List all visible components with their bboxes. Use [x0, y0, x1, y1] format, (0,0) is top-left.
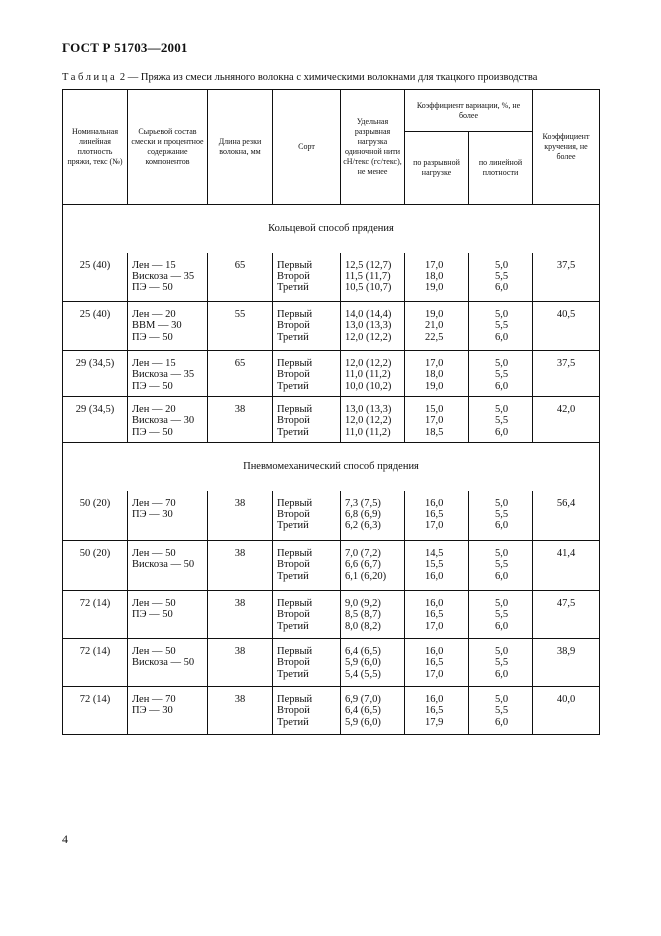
cell-cut-length — [208, 491, 273, 541]
cell-grade — [273, 351, 341, 397]
cell-twist — [533, 639, 600, 687]
cell-cut-length — [208, 541, 273, 591]
cell-grade-line: Третий — [277, 620, 309, 632]
cell-breaking-load — [341, 687, 405, 735]
cell-breaking-load — [341, 397, 405, 443]
cell-breaking-load-line: 7,3 (7,5) — [345, 497, 381, 509]
cell-cv-density-line: 5,5 — [495, 657, 509, 669]
cell-grade-line: Третий — [277, 570, 309, 582]
cell-density-value: 72 (14) — [79, 646, 111, 657]
cell-cv-load — [405, 491, 469, 541]
cell-cv-load-line: 17,0 — [425, 259, 444, 271]
cell-twist-value: 40,5 — [556, 309, 576, 320]
cell-density-value: 25 (40) — [79, 309, 111, 320]
cell-cut-length-value: 65 — [234, 358, 246, 369]
cell-breaking-load-line: 7,0 (7,2) — [345, 548, 381, 559]
cell-twist-value: 56,4 — [556, 497, 576, 509]
cell-cv-load-line: 16,0 — [425, 598, 444, 609]
cell-cut-length-value: 38 — [234, 646, 246, 657]
cell-density-value: 25 (40) — [79, 259, 111, 271]
col-header-grade: Сорт — [273, 90, 341, 205]
cell-composition-line: ВВМ — 30 — [132, 320, 182, 332]
cell-density — [63, 351, 128, 397]
cell-breaking-load-line: 12,0 (12,2) — [345, 331, 392, 343]
cell-composition — [128, 253, 208, 302]
cell-breaking-load-line: 11,5 (11,7) — [345, 270, 391, 282]
cell-grade-line: Первый — [277, 598, 313, 609]
cell-breaking-load-line: 6,6 (6,7) — [345, 559, 381, 571]
cell-twist-value: 37,5 — [556, 259, 576, 271]
cell-grade — [273, 687, 341, 735]
cell-density-value: 50 (20) — [79, 497, 111, 509]
cell-cut-length — [208, 351, 273, 397]
cell-composition-line: ПЭ — 50 — [132, 380, 173, 392]
col-header-density: Номинальная линейная плотность пряжи, текс (№) — [63, 90, 128, 205]
cell-cv-density-line: 6,0 — [495, 668, 509, 680]
cell-breaking-load-line: 6,4 (6,5) — [345, 646, 381, 657]
cell-breaking-load-line: 5,9 (6,0) — [345, 716, 381, 728]
cell-breaking-load-line: 5,9 (6,0) — [345, 657, 381, 669]
cell-cut-length — [208, 253, 273, 302]
cell-grade-line: Второй — [277, 320, 310, 332]
cell-composition-line: Лен — 50 — [132, 646, 176, 657]
cell-cv-density-line: 6,0 — [495, 282, 509, 294]
col-header-variation-group: Коэффициент вариации, %, не более — [405, 90, 533, 132]
cell-grade-line: Третий — [277, 380, 309, 392]
cell-cv-density-line: 5,0 — [495, 548, 509, 559]
col-header-twist: Коэффициент кручения, не более — [533, 90, 600, 205]
cell-composition-line: Вискоза — 50 — [132, 559, 195, 571]
cell-breaking-load-line: 10,5 (10,7) — [345, 282, 392, 294]
cell-density — [63, 302, 128, 351]
col-header-cv-load: по разрывной нагрузке — [405, 132, 469, 205]
cell-density-value: 72 (14) — [79, 598, 111, 609]
cell-grade — [273, 491, 341, 541]
cell-cv-density — [469, 639, 533, 687]
cell-composition-line: Лен — 50 — [132, 598, 176, 609]
cell-grade-line: Первый — [277, 497, 313, 509]
cell-grade — [273, 253, 341, 302]
cell-cv-load-line: 17,9 — [425, 716, 444, 728]
cell-cut-length-value: 38 — [234, 598, 246, 609]
cell-density-value: 72 (14) — [79, 694, 111, 705]
cell-grade-line: Первый — [277, 259, 313, 271]
cell-composition-line: Вискоза — 30 — [132, 415, 195, 427]
cell-cut-length — [208, 687, 273, 735]
cell-grade-line: Второй — [277, 508, 310, 520]
cell-grade-line: Первый — [277, 548, 313, 559]
cell-composition — [128, 351, 208, 397]
cell-composition-line: ПЭ — 50 — [132, 282, 173, 294]
cell-cut-length-value: 65 — [234, 259, 246, 271]
cell-cv-load-line: 17,0 — [425, 520, 444, 532]
cell-cv-load-line: 19,0 — [425, 380, 444, 392]
table-row — [63, 351, 600, 397]
cell-composition-line: Лен — 50 — [132, 548, 176, 559]
cell-grade-line: Третий — [277, 282, 309, 294]
cell-breaking-load-line: 6,9 (7,0) — [345, 694, 381, 705]
cell-cv-load — [405, 397, 469, 443]
cell-cv-density-line: 5,0 — [495, 404, 509, 415]
cell-composition — [128, 687, 208, 735]
cell-cv-density-line: 5,0 — [495, 694, 509, 705]
cell-grade-line: Первый — [277, 309, 313, 320]
cell-twist-value: 38,9 — [556, 646, 576, 657]
cell-grade-line: Второй — [277, 657, 310, 669]
cell-cv-density-line: 5,0 — [495, 598, 509, 609]
cell-composition — [128, 302, 208, 351]
cell-composition-line: Лен — 70 — [132, 497, 176, 509]
table-row — [63, 397, 600, 443]
cell-grade — [273, 591, 341, 639]
cell-breaking-load-line: 6,2 (6,3) — [345, 520, 381, 532]
cell-breaking-load-line: 11,0 (11,2) — [345, 369, 391, 381]
cell-breaking-load-line: 8,0 (8,2) — [345, 620, 381, 632]
cell-cv-load-line: 16,0 — [425, 570, 444, 582]
cell-grade-line: Второй — [277, 369, 310, 381]
cell-cv-load-line: 16,0 — [425, 646, 444, 657]
cell-cut-length — [208, 302, 273, 351]
cell-cv-density-line: 5,5 — [495, 320, 509, 332]
table-caption — [62, 72, 537, 83]
cell-cv-load — [405, 639, 469, 687]
cell-breaking-load — [341, 541, 405, 591]
cell-twist-value: 42,0 — [556, 404, 576, 415]
cell-cv-density-line: 5,0 — [495, 497, 509, 509]
cell-cv-load-line: 22,5 — [425, 331, 444, 343]
cell-breaking-load-line: 13,0 (13,3) — [345, 404, 392, 415]
cell-cv-density-line: 5,5 — [495, 559, 509, 571]
cell-cut-length-value: 38 — [234, 404, 246, 415]
cell-density — [63, 687, 128, 735]
cell-breaking-load-line: 11,0 (11,2) — [345, 426, 391, 438]
cell-breaking-load-line: 6,1 (6,20) — [345, 570, 387, 582]
cell-cv-load — [405, 351, 469, 397]
cell-composition-line: Вискоза — 50 — [132, 657, 195, 669]
cell-grade-line: Третий — [277, 520, 309, 532]
cell-grade-line: Второй — [277, 705, 310, 717]
cell-breaking-load-line: 6,8 (6,9) — [345, 508, 381, 520]
cell-cv-density — [469, 591, 533, 639]
cell-grade — [273, 397, 341, 443]
cell-cv-load-line: 18,0 — [425, 270, 444, 282]
cell-cv-density — [469, 302, 533, 351]
cell-composition-line: Вискоза — 35 — [132, 369, 195, 381]
cell-grade-line: Третий — [277, 426, 309, 438]
cell-grade-line: Второй — [277, 559, 310, 571]
yarn-spec-table — [62, 89, 600, 735]
cell-twist — [533, 302, 600, 351]
cell-grade-line: Третий — [277, 331, 309, 343]
cell-twist — [533, 491, 600, 541]
cell-cv-load-line: 16,5 — [425, 508, 444, 520]
cell-cv-density-line: 5,0 — [495, 309, 509, 320]
cell-cut-length-value: 38 — [234, 694, 246, 705]
cell-grade-line: Второй — [277, 270, 310, 282]
cell-grade-line: Третий — [277, 716, 309, 728]
cell-breaking-load — [341, 253, 405, 302]
cell-cv-load-line: 15,5 — [425, 559, 444, 571]
cell-cv-load — [405, 591, 469, 639]
table-caption-text: 2 — Пряжа из смеси льняного волокна с химическими волокнами для ткацкого производства — [117, 72, 538, 83]
cell-cut-length — [208, 591, 273, 639]
cell-cv-density — [469, 491, 533, 541]
cell-cv-load-line: 17,0 — [425, 620, 444, 632]
col-header-cut-length: Длина резки волокна, мм — [208, 90, 273, 205]
cell-twist — [533, 687, 600, 735]
cell-cv-load — [405, 541, 469, 591]
cell-cv-load-line: 19,0 — [425, 309, 444, 320]
cell-composition-line: ПЭ — 30 — [132, 705, 173, 717]
cell-grade — [273, 541, 341, 591]
cell-density — [63, 397, 128, 443]
cell-breaking-load — [341, 491, 405, 541]
cell-cv-density-line: 6,0 — [495, 331, 509, 343]
cell-twist — [533, 253, 600, 302]
cell-cut-length — [208, 397, 273, 443]
cell-breaking-load-line: 10,0 (10,2) — [345, 380, 392, 392]
cell-composition-line: Лен — 70 — [132, 694, 176, 705]
cell-density-value: 50 (20) — [79, 548, 111, 559]
cell-cv-density-line: 6,0 — [495, 520, 509, 532]
cell-cv-density-line: 5,5 — [495, 270, 509, 282]
cell-twist — [533, 351, 600, 397]
cell-twist-value: 37,5 — [556, 358, 576, 369]
cell-cv-load-line: 16,0 — [425, 497, 444, 509]
cell-cv-load — [405, 687, 469, 735]
cell-cv-load-line: 16,5 — [425, 657, 444, 669]
cell-breaking-load-line: 12,0 (12,2) — [345, 358, 392, 369]
page-number: 4 — [62, 832, 68, 846]
cell-cv-density-line: 6,0 — [495, 380, 509, 392]
cell-twist-value: 41,4 — [556, 548, 576, 559]
cell-cv-load-line: 21,0 — [425, 320, 444, 332]
cell-composition-line: ПЭ — 30 — [132, 508, 173, 520]
cell-density — [63, 541, 128, 591]
cell-cv-density — [469, 397, 533, 443]
cell-density — [63, 639, 128, 687]
table-row — [63, 687, 600, 735]
cell-cv-load-line: 18,0 — [425, 369, 444, 381]
cell-cv-load — [405, 253, 469, 302]
col-header-composition: Сырьевой состав смески и процентное содержание компонентов — [128, 90, 208, 205]
cell-breaking-load-line: 8,5 (8,7) — [345, 609, 381, 621]
cell-breaking-load-line: 12,5 (12,7) — [345, 259, 392, 271]
cell-cv-density — [469, 351, 533, 397]
cell-twist-value: 40,0 — [556, 694, 576, 705]
cell-breaking-load-line: 6,4 (6,5) — [345, 705, 381, 717]
table-row — [63, 491, 600, 541]
cell-twist — [533, 591, 600, 639]
cell-cv-density-line: 5,5 — [495, 415, 509, 427]
cell-cv-load-line: 16,0 — [425, 694, 444, 705]
cell-cv-load-line: 14,5 — [425, 548, 444, 559]
cell-grade — [273, 302, 341, 351]
cell-grade-line: Первый — [277, 646, 313, 657]
cell-composition-line: Лен — 20 — [132, 309, 176, 320]
cell-cv-density-line: 5,5 — [495, 609, 509, 621]
table-caption-label: Таблица — [62, 72, 118, 83]
table-row — [63, 639, 600, 687]
cell-cv-density-line: 5,0 — [495, 259, 509, 271]
cell-cut-length — [208, 639, 273, 687]
cell-cv-density-line: 6,0 — [495, 426, 509, 438]
cell-twist — [533, 397, 600, 443]
cell-breaking-load — [341, 302, 405, 351]
cell-cv-density — [469, 687, 533, 735]
cell-grade-line: Первый — [277, 694, 313, 705]
cell-cv-load-line: 17,0 — [425, 668, 444, 680]
table-row — [63, 541, 600, 591]
cell-cv-density-line: 6,0 — [495, 570, 509, 582]
cell-cv-density-line: 5,5 — [495, 705, 509, 717]
cell-cv-density-line: 6,0 — [495, 716, 509, 728]
cell-breaking-load — [341, 591, 405, 639]
cell-cv-density-line: 5,5 — [495, 369, 509, 381]
cell-cv-load-line: 17,0 — [425, 415, 444, 427]
cell-grade — [273, 639, 341, 687]
cell-cv-density-line: 5,0 — [495, 358, 509, 369]
cell-breaking-load-line: 9,0 (9,2) — [345, 598, 381, 609]
cell-composition-line: Вискоза — 35 — [132, 270, 195, 282]
cell-breaking-load-line: 5,4 (5,5) — [345, 668, 381, 680]
cell-composition — [128, 591, 208, 639]
cell-cv-density-line: 5,0 — [495, 646, 509, 657]
cell-cv-load-line: 19,0 — [425, 282, 444, 294]
col-header-cv-density: по линейной плотности — [469, 132, 533, 205]
cell-cut-length-value: 38 — [234, 497, 246, 509]
cell-composition — [128, 639, 208, 687]
cell-cv-load-line: 16,5 — [425, 705, 444, 717]
cell-density-value: 29 (34,5) — [75, 358, 115, 369]
cell-cut-length-value: 55 — [234, 309, 246, 320]
cell-cv-density — [469, 253, 533, 302]
cell-twist-value: 47,5 — [556, 598, 576, 609]
cell-grade-line: Первый — [277, 358, 313, 369]
cell-density — [63, 491, 128, 541]
table-row — [63, 302, 600, 351]
cell-composition-line: Лен — 15 — [132, 358, 176, 369]
section-title: Пневмомеханический способ прядения — [63, 443, 600, 491]
table-row — [63, 591, 600, 639]
cell-grade-line: Второй — [277, 415, 310, 427]
cell-composition-line: Лен — 15 — [132, 259, 176, 271]
cell-cv-load-line: 15,0 — [425, 404, 444, 415]
cell-composition — [128, 397, 208, 443]
cell-density-value: 29 (34,5) — [75, 404, 115, 415]
cell-cv-density — [469, 541, 533, 591]
cell-cut-length-value: 38 — [234, 548, 246, 559]
document-header: ГОСТ Р 51703—2001 — [62, 40, 188, 55]
table-row — [63, 253, 600, 302]
cell-grade-line: Первый — [277, 404, 313, 415]
section-title: Кольцевой способ прядения — [63, 205, 600, 253]
cell-composition-line: ПЭ — 50 — [132, 426, 173, 438]
cell-cv-load — [405, 302, 469, 351]
cell-density — [63, 253, 128, 302]
cell-grade-line: Третий — [277, 668, 309, 680]
table-body — [63, 205, 600, 735]
cell-cv-load-line: 18,5 — [425, 426, 444, 438]
cell-cv-load-line: 16,5 — [425, 609, 444, 621]
col-header-breaking-load: Удельная разрывная нагрузка одиночной нити сН/текс (гс/текс), не менее — [341, 90, 405, 205]
cell-breaking-load-line: 14,0 (14,4) — [345, 309, 392, 320]
cell-cv-density-line: 5,5 — [495, 508, 509, 520]
cell-breaking-load-line: 12,0 (12,2) — [345, 415, 392, 427]
cell-breaking-load-line: 13,0 (13,3) — [345, 320, 392, 332]
cell-composition-line: ПЭ — 50 — [132, 331, 173, 343]
cell-grade-line: Второй — [277, 609, 310, 621]
cell-composition — [128, 491, 208, 541]
cell-breaking-load — [341, 351, 405, 397]
cell-twist — [533, 541, 600, 591]
cell-composition-line: ПЭ — 50 — [132, 609, 173, 621]
cell-cv-density-line: 6,0 — [495, 620, 509, 632]
cell-density — [63, 591, 128, 639]
cell-cv-load-line: 17,0 — [425, 358, 444, 369]
cell-composition-line: Лен — 20 — [132, 404, 176, 415]
cell-composition — [128, 541, 208, 591]
cell-breaking-load — [341, 639, 405, 687]
